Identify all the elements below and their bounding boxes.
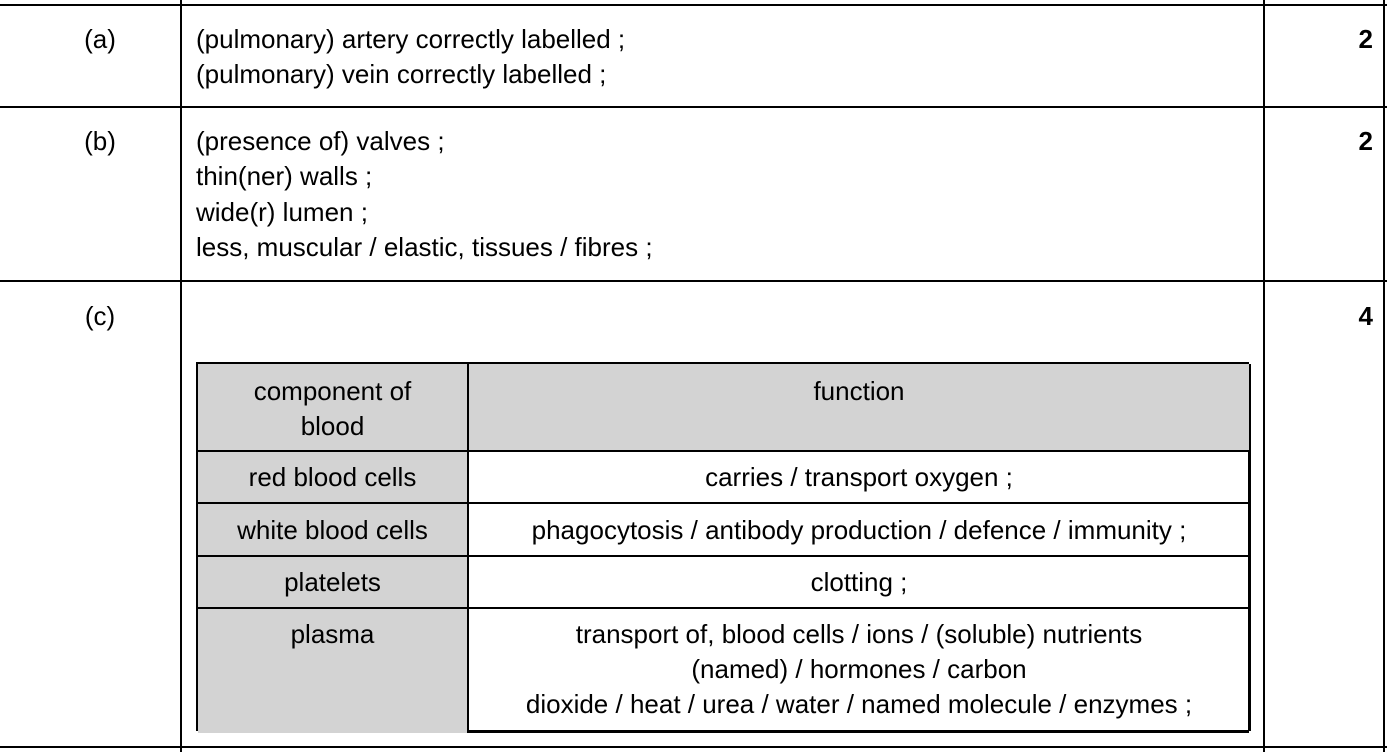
answer-b-line-4: less, muscular / elastic, tissues / fibres ; [196, 232, 653, 262]
blood-components-table [196, 362, 1249, 731]
column-divider-part [180, 0, 182, 752]
marks-b: 2 [1358, 126, 1373, 156]
function-plasma-line-2: (named) / hormones / carbon [691, 654, 1027, 684]
table-row [198, 504, 1249, 555]
header-function-label: function [813, 376, 905, 406]
answer-a-line-1: (pulmonary) artery correctly labelled ; [196, 24, 626, 54]
component-cell [198, 452, 469, 502]
column-divider-marks [1263, 0, 1265, 752]
function-plasma-line-3: dioxide / heat / urea / water / named molecule / enzymes ; [525, 689, 1193, 719]
marks-c: 4 [1358, 301, 1373, 331]
header-function [469, 364, 1249, 450]
component-red-blood-cells: red blood cells [248, 462, 417, 492]
function-cell [469, 504, 1249, 555]
answer-b-line-3: wide(r) lumen ; [196, 197, 368, 227]
answer-b-line-1: (presence of) valves ; [196, 126, 445, 156]
right-edge [1383, 0, 1385, 752]
function-cell [469, 452, 1249, 502]
header-component-line-2: blood [300, 411, 365, 441]
table-header-row [198, 364, 1249, 450]
row-border-top [0, 4, 1387, 6]
function-cell [469, 609, 1249, 733]
function-platelets: clotting ; [810, 567, 908, 597]
row-border-a-b [0, 106, 1387, 108]
answer-a-line-2: (pulmonary) vein correctly labelled ; [196, 59, 607, 89]
row-border-bottom [0, 746, 1387, 748]
answer-b-line-2: thin(ner) walls ; [196, 161, 373, 191]
table-row [198, 452, 1249, 502]
component-cell [198, 557, 469, 607]
table-row [198, 609, 1249, 733]
table-row [198, 557, 1249, 607]
part-label-a: (a) [84, 24, 116, 54]
component-cell [198, 504, 469, 555]
part-label-c: (c) [84, 301, 116, 331]
row-border-b-c [0, 280, 1387, 282]
function-white-blood-cells: phagocytosis / antibody production / defence / immunity ; [531, 515, 1187, 545]
function-red-blood-cells: carries / transport oxygen ; [705, 462, 1013, 492]
component-cell [198, 609, 469, 733]
component-platelets: platelets [284, 567, 381, 597]
component-plasma: plasma [290, 619, 375, 649]
function-cell [469, 557, 1249, 607]
header-component-line-1: component of [253, 376, 412, 406]
marks-a: 2 [1358, 24, 1373, 54]
function-plasma-line-1: transport of, blood cells / ions / (soluble) nutrients [575, 619, 1143, 649]
header-component [198, 364, 469, 450]
part-label-b: (b) [84, 126, 116, 156]
component-white-blood-cells: white blood cells [237, 515, 428, 545]
